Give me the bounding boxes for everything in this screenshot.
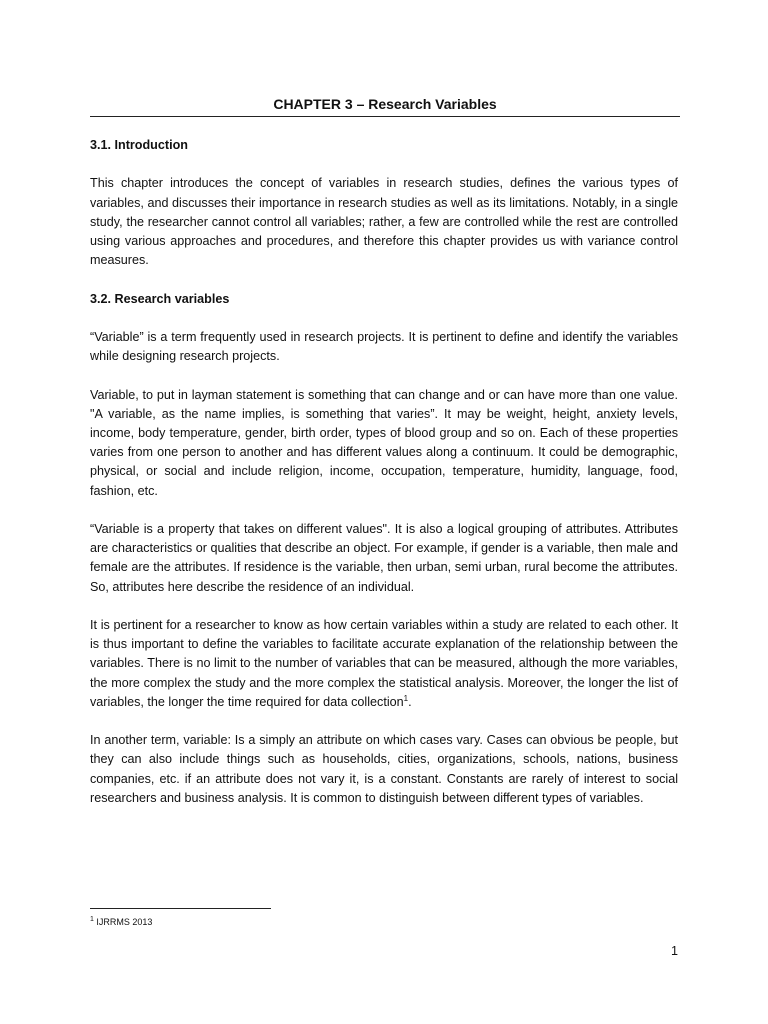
footnote-reference[interactable]: 1 (403, 693, 409, 703)
document-body (90, 136, 678, 808)
paragraph-variable-layman: Variable, to put in layman statement is something that can change and or can have more than one value. "A variable, as the name implies, is something that varies”. It may be weight, height, anxiety levels, income, body temperature, gender, birth order, types of blood group and so on. Each of these properties varies from one person to another and has different values along a continuum. It could be demographic, physical, or social and include religion, income, occupation, temperature, humidity, language, food, fashion, etc. (90, 387, 678, 498)
paragraph-variable-attribute: In another term, variable: Is a simply an attribute on which cases vary. Cases can obvious be people, but they can also include things such as households, cities, organizations, schools, nations, business companies, etc. if an attribute does not vary it, is a constant. Constants are rarely of interest to social researchers and business analysis. It is common to distinguish between different types of variables. (90, 733, 678, 805)
paragraph-variable-property: “Variable is a property that takes on different values". It is also a logical grouping of attributes. Attributes are characteristics or qualities that describe an object. For example, if gender is a variable, then male and female are the attributes. If residence is the variable, then urban, semi urban, rural become the attributes. So, attributes here describe the residence of an individual. (90, 521, 678, 594)
paragraph-variable-relationships (90, 616, 678, 712)
footnote-divider (90, 908, 271, 909)
page-number: 1 (670, 944, 678, 958)
footnote-text: IJRRMS 2013 (93, 917, 153, 927)
section-heading-introduction: 3.1. Introduction (90, 138, 188, 152)
paragraph-variable-term: “Variable” is a term frequently used in research projects. It is pertinent to define and identify the variables while designing research projects. (90, 329, 678, 364)
title-divider (90, 116, 680, 117)
chapter-title: CHAPTER 3 – Research Variables (273, 96, 497, 112)
section-heading-research-variables: 3.2. Research variables (90, 291, 230, 306)
paragraph-introduction: This chapter introduces the concept of variables in research studies, defines the various types of variables, and discusses their importance in research studies as well as its limitations. Notably, in a single study, the researcher cannot control all variables; rather, a few are controlled while the rest are controlled using various approaches and procedures, and therefore this chapter provides us with variance control measures. (90, 176, 678, 268)
footnote (90, 916, 152, 928)
paragraph-text: It is pertinent for a researcher to know as how certain variables within a study are related to each other. It is thus important to define the variables to facilitate accurate explanation of the relationship between the variables. There is no limit to the number of variables that can be measured, although the more variables, the more complex the study and the more complex the statistical analysis. Moreover, the longer the list of variables, the longer the time required for data collection (90, 617, 678, 709)
paragraph-trail: . (408, 694, 412, 709)
footnote-marker: 1 (90, 916, 94, 923)
